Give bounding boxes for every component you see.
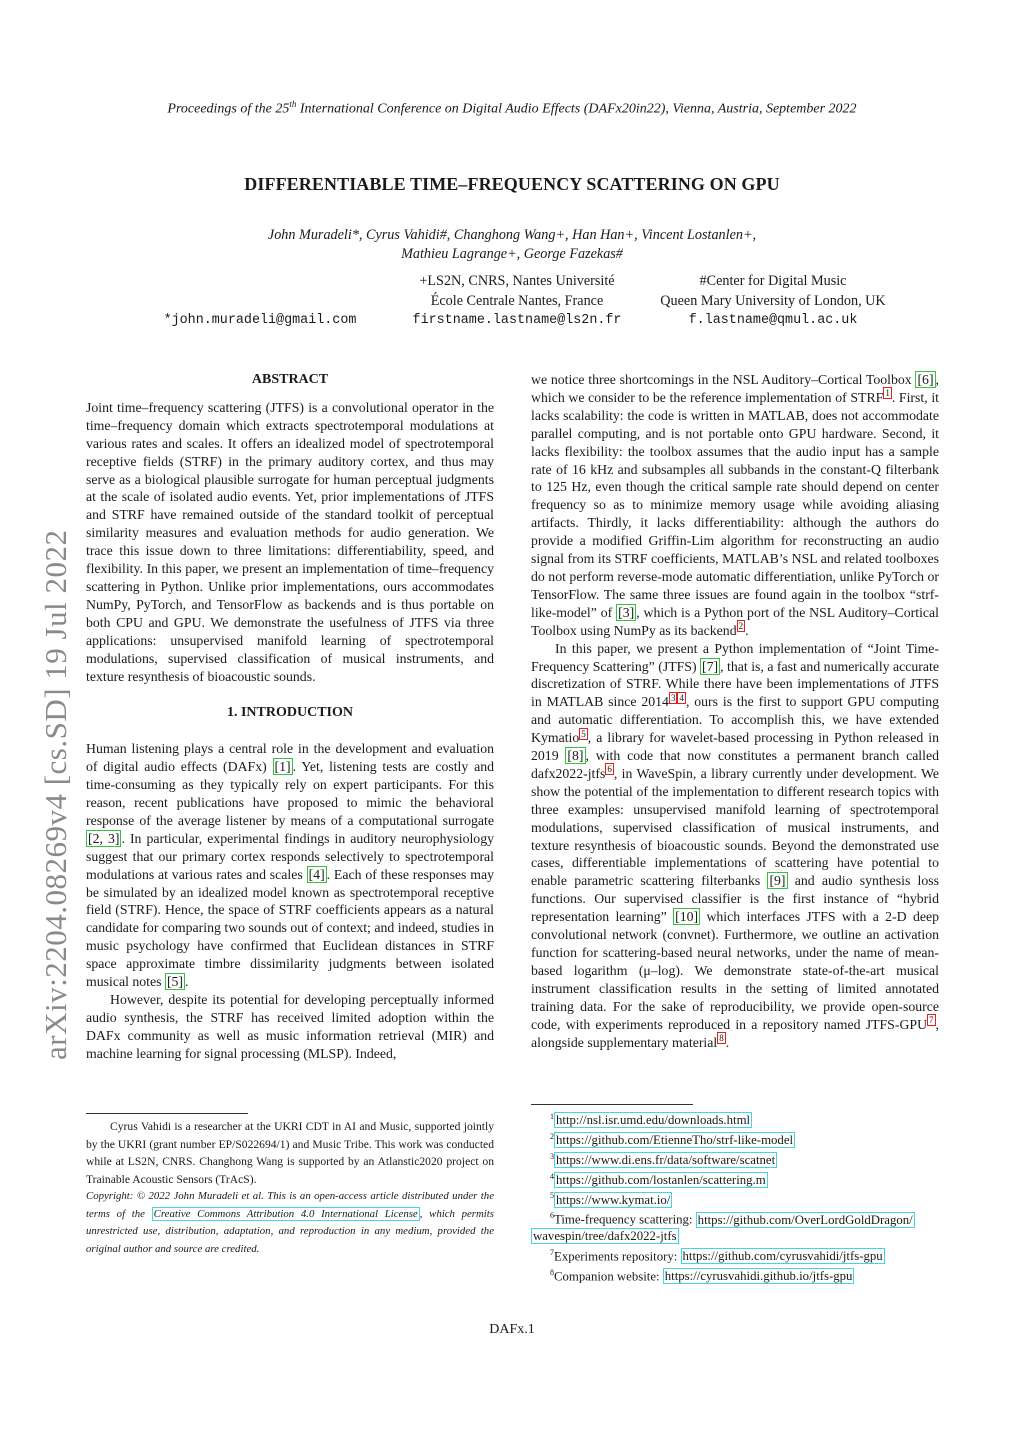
footnote-rule-left: [86, 1113, 248, 1114]
footnote-6-link[interactable]: https://github.com/OverLordGoldDragon/: [697, 1212, 913, 1227]
right-paragraph-2: In this paper, we present a Python implementation of “Joint Time-Frequency Scattering” (JTFS) [7] , that is, a fast and numerically accurate discretization of STRF. While there have been implementations of JTFS in MATLAB since 2014 $^3$ $^4$ , ours is the first to support GPU computing and automatic differentiation. To accomplish this, we have extended Kymatio $^5$ , a library for wavelet-based processing in Python released in 2019 [8] , with code that now constitutes a permanent branch called dafx2022-jtfs $^6$ , in WaveSpin, a library currently under development. We show the potential of the implementation to different research topics with three examples: unsupervised manifold learning of spectrotemporal modulations, supervised classification of musical instruments, and texture resynthesis of bioacoustic sounds. Beyond the demonstrated use cases, differentiable implementations of scattering have potential to enable parametric scattering filterbanks [9] and audio synthesis loss functions. Our supervised classifier is the first instance of “hybrid representation learning” [10] which interfaces JTFS with a 2-D deep convolutional network (convnet). Furthermore, we outline an activation function for scattering-based neural networks, under the name of mean-based logarithm (μ–log). We demonstrate state-of-the-art musical instrument classification results in the setting of limited annotated training data. For the sake of reproducibility, we provide open-source code, with experiments reproduced in a repository named JTFS-GPU $^7$ , alongside supplementary material $^8$ .: [531, 640, 940, 1050]
footnote-7: $^7$Experiments repository: https://github.com/cyrusvahidi/jtfs-gpu: [550, 1247, 883, 1264]
footnote-7-link[interactable]: https://github.com/cyrusvahidi/jtfs-gpu: [682, 1249, 883, 1264]
footnote-5-link[interactable]: https://www.kymat.io/: [556, 1192, 671, 1207]
citation-5[interactable]: [5]: [166, 974, 184, 990]
right-paragraph-1: we notice three shortcomings in the NSL Auditory–Cortical Toolbox [6] , which we consider to be the reference implementation of STRF $^1$ . First, it lacks scalability: the code is written in MATLAB, does not accommodate parallel computing, and is not portable onto GPU hardware. Second, it lacks flexibility: the toolbox assumes that the audio input has a sample rate of 16 kHz and subsamples all subbands in the constant-Q filterbank to 125 Hz, even though the critical sample rate should depend on center frequency so as to minimize memory usage while avoiding aliasing artifacts. Thirdly, it lacks differentiability: although the authors do provide a modified Griffin-Lim algorithm for reconstructing an audio signal from its STRF coefficients, MATLAB’s NSL and related toolboxes do not perform reverse-mode automatic differentiation, unlike PyTorch or TensorFlow. The same three issues are found again in the toolbox “strf-like-model” of [3] , which is a Python port of the NSL Auditory–Cortical Toolbox using NumPy as its backend $^2$ .: [531, 372, 939, 638]
citation-2-3[interactable]: [2, 3]: [88, 830, 120, 846]
citation-1[interactable]: [1]: [274, 759, 291, 775]
footnote-ref-2[interactable]: 2: [738, 621, 744, 632]
footnote-2-link[interactable]: https://github.com/EtienneTho/strf-like-model: [556, 1133, 794, 1148]
affiliation-ls2n: +LS2N, CNRS, Nantes Université École Centrale Nantes, France firstname.lastname@ls2n.fr: [386, 271, 648, 331]
footnote-8: $^8$Companion website: https://cyrusvahidi.github.io/jtfs-gpu: [550, 1267, 853, 1283]
footnote-ref-5[interactable]: 5: [581, 728, 586, 739]
footnote-rule-right: [531, 1104, 693, 1105]
citation-7[interactable]: [7]: [702, 658, 719, 674]
citation-8[interactable]: [8]: [567, 748, 584, 764]
abstract-text: Joint time–frequency scattering (JTFS) is a convolutional operator in the time–frequency domain which extracts spectrotemporal modulations at various rates and scales. It offers an idealized model of spectrotemporal receptive fields (STRF) in the primary auditory cortex, and thus may serve as a biological plausible surrogate for human perceptual judgments at the scale of isolated audio events. Yet, prior implementations of JTFS and STRF have remained outside of the standard toolkit of perceptual similarity measures and evaluation methods for audio generation. We trace this issue down to three limitations: differentiability, speed, and flexibility. In this paper, we present an implementation of time–frequency scattering in Python. Unlike prior implementations, ours accommodates NumPy, PyTorch, and TensorFlow as backends and is thus portable on both CPU and GPU. We demonstrate the usefulness of JTFS via three applications: unsupervised manifold learning of spectrotemporal modulations, supervised classification of musical instruments, and texture resynthesis of bioacoustic sounds.: [86, 399, 494, 684]
citation-9[interactable]: [9]: [769, 873, 786, 889]
arxiv-identifier: arXiv:2204.08269v4 [cs.SD] 19 Jul 2022: [38, 529, 73, 1060]
footnote-5: $^5$ https://www.kymat.io/: [550, 1191, 671, 1207]
footnote-3-link[interactable]: https://www.di.ens.fr/data/software/scatnet: [556, 1152, 776, 1167]
affiliation-qmul: #Center for Digital Music Queen Mary University of London, UK f.lastname@qmul.ac.uk: [648, 271, 898, 331]
footnote-6-cont: [531, 1228, 951, 1245]
funding-note: [86, 1118, 494, 1258]
footnote-ref-3[interactable]: 3: [670, 692, 676, 703]
citation-6[interactable]: [6]: [917, 372, 934, 387]
footnote-1: $^1$ http://nsl.isr.umd.edu/downloads.html: [550, 1112, 751, 1128]
footnote-ref-1[interactable]: 1: [885, 388, 890, 399]
footnote-6-link-cont[interactable]: wavespin/tree/dafx2022-jtfs: [533, 1229, 677, 1244]
footnote-2: $^2$ https://github.com/EtienneTho/strf-like-model: [550, 1131, 794, 1148]
paper-title: DIFFERENTIABLE TIME–FREQUENCY SCATTERING ON GPU: [244, 174, 780, 194]
author-list: [0, 226, 1024, 264]
intro-paragraph-1: Human listening plays a central role in the development and evaluation of digital audio effects (DAFx) [1] . Yet, listening tests are costly and time-consuming as they typically rely on expert participants. For this reason, recent publications have proposed to mimic the behavioral response of the average listener by means of a computational surrogate [2, 3] . In particular, experimental findings in auditory neurophysiology suggest that our primary cortex responds selectively to spectrotemporal modulations at various rates and scales [4] . Each of these responses may be simulated by an idealized model known as spectrotemporal receptive field (STRF). Hence, the space of STRF coefficients appears as a natural candidate for comparing two sounds out of context; and indeed, studies in music psychology have confirmed that Euclidean distances in STRF space approximate timbre dissimilarity judgments between isolated musical notes [5] .: [86, 741, 495, 990]
license-link[interactable]: Creative Commons Attribution 4.0 International License: [153, 1207, 418, 1220]
footnote-ref-7[interactable]: 7: [929, 1015, 934, 1026]
left-column: [86, 371, 494, 1063]
intro-paragraph-2: However, despite its potential for developing perceptually informed audio synthesis, the STRF has received limited adoption within the DAFx community as well as music information retrieval (MIR) and machine learning for signal processing (MLSP). Indeed,: [86, 992, 494, 1061]
footnote-4-link[interactable]: https://github.com/lostanlen/scattering.m: [556, 1172, 766, 1187]
citation-10[interactable]: [10]: [675, 909, 699, 925]
page-number: DAFx.1: [489, 1322, 535, 1337]
footnote-8-link[interactable]: https://cyrusvahidi.github.io/jtfs-gpu: [664, 1268, 853, 1283]
contact-email: *john.muradeli@gmail.com: [163, 313, 357, 328]
abstract-heading: ABSTRACT: [251, 372, 329, 387]
footnote-1-link[interactable]: http://nsl.isr.umd.edu/downloads.html: [556, 1113, 751, 1128]
funding-text: Cyrus Vahidi is a researcher at the UKRI CDT in AI and Music, supported jointly by the UKRI (grant number EP/S022694/1) and Music Tribe. This work was conducted while at LS2N, CNRS. Changhong Wang is supported by an Atlanstic2020 project on Trainable Acoustic Sensors (TrAcS).: [86, 1120, 494, 1186]
qmul-email: f.lastname@qmul.ac.uk: [688, 313, 858, 328]
footnote-6: $^6$Time-frequency scattering: https://github.com/OverLordGoldDragon/: [550, 1211, 913, 1227]
footnote-3: $^3$ https://www.di.ens.fr/data/software/scatnet: [550, 1151, 776, 1167]
author-line-2: Mathieu Lagrange+, George Fazekas#: [401, 246, 623, 262]
introduction-heading: 1. INTRODUCTION: [226, 705, 353, 721]
footnote-ref-6[interactable]: 6: [607, 764, 612, 775]
right-column: [531, 371, 939, 1051]
copyright-text: Copyright: © 2022 John Muradeli et al. This is an open-access article distributed under the terms of the Creative Commons Attribution 4.0 International License , which permits unrestricted use, distribution, adaptation, and reproduction in any medium, provided the original author and source are credited.: [86, 1190, 494, 1255]
footnote-ref-4[interactable]: 4: [679, 692, 684, 703]
running-head: Proceedings of the 25th International Conference on Digital Audio Effects (DAFx20in22), Vienna, Austria, September 2022: [167, 99, 857, 117]
citation-3[interactable]: [3]: [618, 604, 635, 620]
footnote-4: $^4$ https://github.com/lostanlen/scattering.m: [550, 1171, 766, 1187]
footnotes: [531, 1109, 951, 1284]
citation-4[interactable]: [4]: [308, 866, 325, 882]
ls2n-email: firstname.lastname@ls2n.fr: [412, 313, 622, 328]
author-line-1: John Muradeli*, Cyrus Vahidi#, Changhong Wang+, Han Han+, Vincent Lostanlen+,: [267, 227, 757, 243]
footnote-ref-8[interactable]: 8: [719, 1032, 724, 1043]
